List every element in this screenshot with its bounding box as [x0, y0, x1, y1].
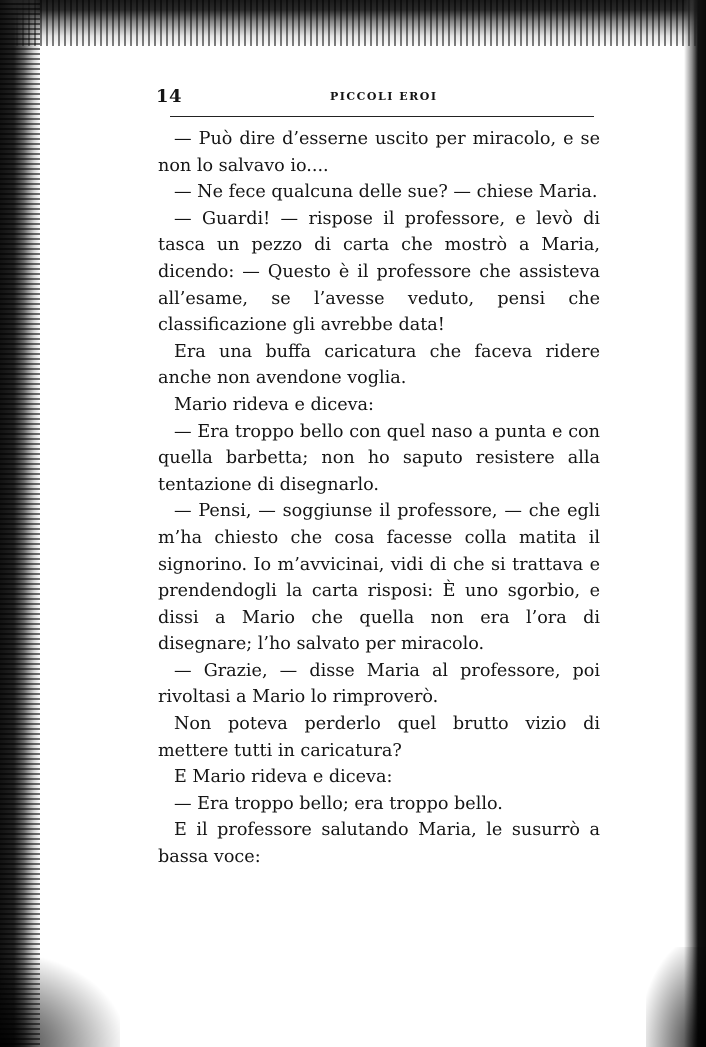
- page-header: [156, 86, 596, 110]
- page-number: 14: [156, 86, 183, 107]
- paragraph: — Era troppo bello con quel naso a punta e con quella barbetta; non ho saputo resistere alla tentazione di disegnarlo.: [158, 421, 600, 495]
- paragraph: E Mario rideva e diceva:: [174, 767, 393, 788]
- paragraph: Mario rideva e diceva:: [174, 394, 374, 415]
- paragraph: E il professore salutando Maria, le susurrò a bassa voce:: [158, 820, 600, 868]
- scan-shadow-bottom-right: [646, 947, 706, 1047]
- paragraph: — Era troppo bello; era troppo bello.: [174, 793, 503, 814]
- scan-shadow-left: [0, 0, 40, 1047]
- scan-shadow-bottom-left: [0, 957, 120, 1047]
- scan-shadow-top: [0, 0, 706, 46]
- paragraph: — Pensi, — soggiunse il professore, — che egli m’ha chiesto che cosa facesse colla matita il signorino. Io m’avvicinai, vidi di che si trattava e prendendogli la carta risposi: È uno sgorbio, e dissi a Mario che quella non era l’ora di disegnare; l’ho salvato per miracolo.: [158, 501, 600, 655]
- scan-shadow-right: [684, 0, 706, 1047]
- paragraph: — Può dire d’esserne uscito per miracolo, e se non lo salvavo io....: [158, 129, 600, 176]
- paragraph: Non poteva perderlo quel brutto vizio di mettere tutti in caricatura?: [158, 714, 600, 761]
- paragraph: — Guardi! — rispose il professore, e levò di tasca un pezzo di carta che mostrò a Maria, dicendo: — Questo è il professore che assisteva all’esame, se l’avesse veduto, pensi che classificazione gli avrebbe data!: [158, 208, 600, 336]
- header-rule: [170, 116, 594, 117]
- running-title: PICCOLI EROI: [330, 90, 438, 103]
- body-text: [158, 126, 600, 871]
- paragraph: — Ne fece qualcuna delle sue? — chiese Maria.: [174, 182, 598, 203]
- paragraph: Era una buffa caricatura che faceva ridere anche non avendone voglia.: [158, 341, 600, 389]
- paragraph: — Grazie, — disse Maria al professore, poi rivoltasi a Mario lo rimproverò.: [158, 660, 600, 708]
